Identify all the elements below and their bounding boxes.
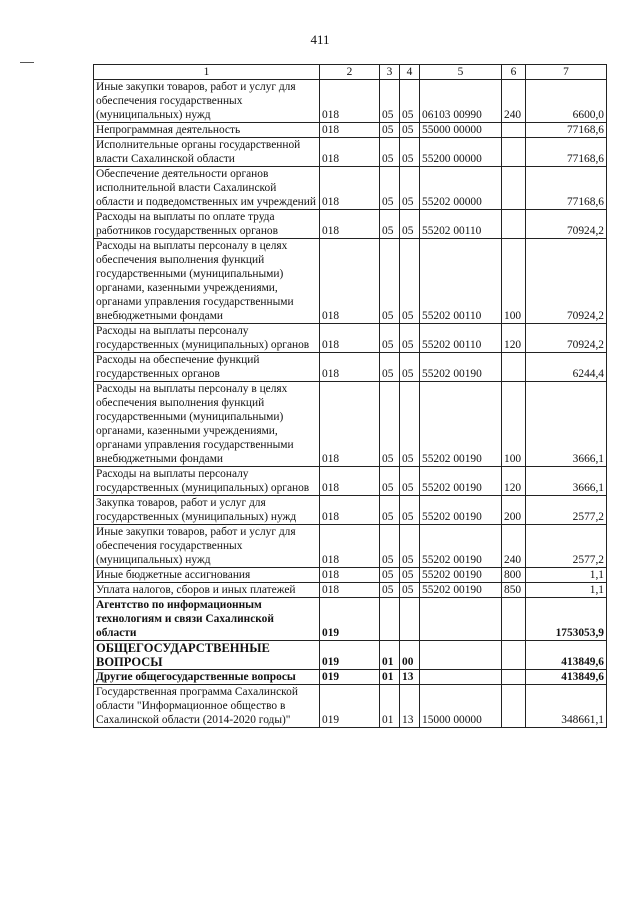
expense-type-code — [502, 353, 526, 382]
department-code: 018 — [320, 583, 380, 598]
amount: 3666,1 — [526, 382, 607, 467]
expense-type-code — [502, 138, 526, 167]
expense-type-code — [502, 670, 526, 685]
column-header: 7 — [526, 65, 607, 80]
table-row — [94, 670, 607, 685]
section-code: 05 — [380, 239, 400, 324]
department-code: 018 — [320, 138, 380, 167]
subsection-code: 05 — [400, 568, 420, 583]
expense-type-code — [502, 641, 526, 670]
row-description: Иные закупки товаров, работ и услуг для обеспечения государственных (муниципальных) нужд — [94, 80, 320, 123]
row-description: Исполнительные органы государственной власти Сахалинской области — [94, 138, 320, 167]
amount: 1753053,9 — [526, 598, 607, 641]
row-description: Иные закупки товаров, работ и услуг для обеспечения государственных (муниципальных) нужд — [94, 525, 320, 568]
amount: 2577,2 — [526, 525, 607, 568]
table-row — [94, 641, 607, 670]
amount: 413849,6 — [526, 670, 607, 685]
department-code: 018 — [320, 467, 380, 496]
target-article-code — [420, 598, 502, 641]
table-row — [94, 353, 607, 382]
section-code: 05 — [380, 496, 400, 525]
target-article-code: 55202 00190 — [420, 467, 502, 496]
row-description: Расходы на выплаты персоналу в целях обеспечения выполнения функций государственными (муниципальными) органами, казенными учреждениями, органами управления государственными внебюджетными фондами — [94, 382, 320, 467]
column-header: 3 — [380, 65, 400, 80]
target-article-code: 55202 00190 — [420, 353, 502, 382]
table-row — [94, 324, 607, 353]
row-description: Закупка товаров, работ и услуг для государственных (муниципальных) нужд — [94, 496, 320, 525]
subsection-code: 05 — [400, 167, 420, 210]
section-code: 05 — [380, 123, 400, 138]
row-description: Уплата налогов, сборов и иных платежей — [94, 583, 320, 598]
subsection-code: 05 — [400, 583, 420, 598]
department-code: 018 — [320, 80, 380, 123]
amount: 77168,6 — [526, 123, 607, 138]
target-article-code: 55202 00000 — [420, 167, 502, 210]
subsection-code: 05 — [400, 210, 420, 239]
expense-type-code: 100 — [502, 382, 526, 467]
expense-type-code — [502, 123, 526, 138]
row-description: Расходы на выплаты по оплате труда работников государственных органов — [94, 210, 320, 239]
section-code — [380, 598, 400, 641]
department-code: 019 — [320, 670, 380, 685]
row-description: Расходы на выплаты персоналу в целях обеспечения выполнения функций государственными (муниципальными) органами, казенными учреждениями, органами управления государственными внебюджетными фондами — [94, 239, 320, 324]
expense-type-code: 850 — [502, 583, 526, 598]
expense-type-code: 800 — [502, 568, 526, 583]
target-article-code: 55202 00190 — [420, 496, 502, 525]
section-code: 05 — [380, 382, 400, 467]
department-code: 018 — [320, 210, 380, 239]
expense-type-code: 120 — [502, 467, 526, 496]
department-code: 019 — [320, 598, 380, 641]
department-code: 018 — [320, 123, 380, 138]
section-code: 05 — [380, 167, 400, 210]
department-code: 018 — [320, 324, 380, 353]
column-header: 2 — [320, 65, 380, 80]
row-description: Расходы на обеспечение функций государственных органов — [94, 353, 320, 382]
target-article-code: 55202 00110 — [420, 210, 502, 239]
department-code: 018 — [320, 496, 380, 525]
target-article-code: 55202 00190 — [420, 583, 502, 598]
subsection-code: 00 — [400, 641, 420, 670]
amount: 6244,4 — [526, 353, 607, 382]
budget-table — [93, 64, 607, 728]
target-article-code: 55202 00110 — [420, 324, 502, 353]
department-code: 018 — [320, 239, 380, 324]
subsection-code: 13 — [400, 670, 420, 685]
row-description: Обеспечение деятельности органов исполнительной власти Сахалинской области и подведомственных им учреждений — [94, 167, 320, 210]
table-row — [94, 598, 607, 641]
amount: 413849,6 — [526, 641, 607, 670]
table-row — [94, 685, 607, 728]
expense-type-code: 240 — [502, 80, 526, 123]
department-code: 018 — [320, 568, 380, 583]
target-article-code: 55202 00190 — [420, 382, 502, 467]
table-row — [94, 382, 607, 467]
row-description: Непрограммная деятельность — [94, 123, 320, 138]
target-article-code — [420, 670, 502, 685]
department-code: 019 — [320, 685, 380, 728]
section-code: 05 — [380, 324, 400, 353]
department-code: 018 — [320, 525, 380, 568]
expense-type-code: 120 — [502, 324, 526, 353]
expense-type-code — [502, 598, 526, 641]
subsection-code: 05 — [400, 123, 420, 138]
department-code: 019 — [320, 641, 380, 670]
target-article-code: 55200 00000 — [420, 138, 502, 167]
section-code: 05 — [380, 210, 400, 239]
expense-type-code — [502, 685, 526, 728]
table-row — [94, 123, 607, 138]
target-article-code: 06103 00990 — [420, 80, 502, 123]
target-article-code: 55202 00190 — [420, 568, 502, 583]
expense-type-code: 100 — [502, 239, 526, 324]
section-code: 01 — [380, 670, 400, 685]
row-description: Другие общегосударственные вопросы — [94, 670, 320, 685]
amount: 70924,2 — [526, 239, 607, 324]
target-article-code: 15000 00000 — [420, 685, 502, 728]
subsection-code — [400, 598, 420, 641]
table-row — [94, 80, 607, 123]
section-code: 01 — [380, 641, 400, 670]
department-code: 018 — [320, 353, 380, 382]
target-article-code: 55202 00190 — [420, 525, 502, 568]
expense-type-code: 240 — [502, 525, 526, 568]
section-code: 01 — [380, 685, 400, 728]
column-header: 6 — [502, 65, 526, 80]
column-header: 1 — [94, 65, 320, 80]
amount: 1,1 — [526, 583, 607, 598]
subsection-code: 05 — [400, 239, 420, 324]
table-row — [94, 568, 607, 583]
department-code: 018 — [320, 382, 380, 467]
target-article-code: 55000 00000 — [420, 123, 502, 138]
amount: 77168,6 — [526, 138, 607, 167]
amount: 348661,1 — [526, 685, 607, 728]
row-description: ОБЩЕГОСУДАРСТВЕННЫЕ ВОПРОСЫ — [94, 641, 320, 670]
table-header-row — [94, 65, 607, 80]
row-description: Агентство по информационным технологиям и связи Сахалинской области — [94, 598, 320, 641]
section-code: 05 — [380, 467, 400, 496]
amount: 3666,1 — [526, 467, 607, 496]
subsection-code: 05 — [400, 324, 420, 353]
section-code: 05 — [380, 525, 400, 568]
subsection-code: 05 — [400, 80, 420, 123]
row-description: Расходы на выплаты персоналу государственных (муниципальных) органов — [94, 467, 320, 496]
expense-type-code — [502, 167, 526, 210]
table-row — [94, 138, 607, 167]
section-code: 05 — [380, 80, 400, 123]
section-code: 05 — [380, 353, 400, 382]
page-number: 411 — [310, 32, 330, 47]
amount: 2577,2 — [526, 496, 607, 525]
subsection-code: 05 — [400, 467, 420, 496]
section-code: 05 — [380, 583, 400, 598]
table-row — [94, 583, 607, 598]
department-code: 018 — [320, 167, 380, 210]
expense-type-code: 200 — [502, 496, 526, 525]
subsection-code: 13 — [400, 685, 420, 728]
amount: 6600,0 — [526, 80, 607, 123]
row-description: Государственная программа Сахалинской области "Информационное общество в Сахалинской области (2014-2020 годы)" — [94, 685, 320, 728]
margin-mark — [20, 62, 34, 63]
amount: 70924,2 — [526, 210, 607, 239]
subsection-code: 05 — [400, 353, 420, 382]
table-row — [94, 467, 607, 496]
target-article-code: 55202 00110 — [420, 239, 502, 324]
row-description: Иные бюджетные ассигнования — [94, 568, 320, 583]
amount: 1,1 — [526, 568, 607, 583]
column-header: 4 — [400, 65, 420, 80]
table-row — [94, 525, 607, 568]
section-code: 05 — [380, 138, 400, 167]
table-row — [94, 496, 607, 525]
table-row — [94, 210, 607, 239]
row-description: Расходы на выплаты персоналу государственных (муниципальных) органов — [94, 324, 320, 353]
subsection-code: 05 — [400, 138, 420, 167]
expense-type-code — [502, 210, 526, 239]
table-row — [94, 239, 607, 324]
amount: 77168,6 — [526, 167, 607, 210]
subsection-code: 05 — [400, 496, 420, 525]
section-code: 05 — [380, 568, 400, 583]
subsection-code: 05 — [400, 382, 420, 467]
amount: 70924,2 — [526, 324, 607, 353]
table-row — [94, 167, 607, 210]
subsection-code: 05 — [400, 525, 420, 568]
column-header: 5 — [420, 65, 502, 80]
target-article-code — [420, 641, 502, 670]
